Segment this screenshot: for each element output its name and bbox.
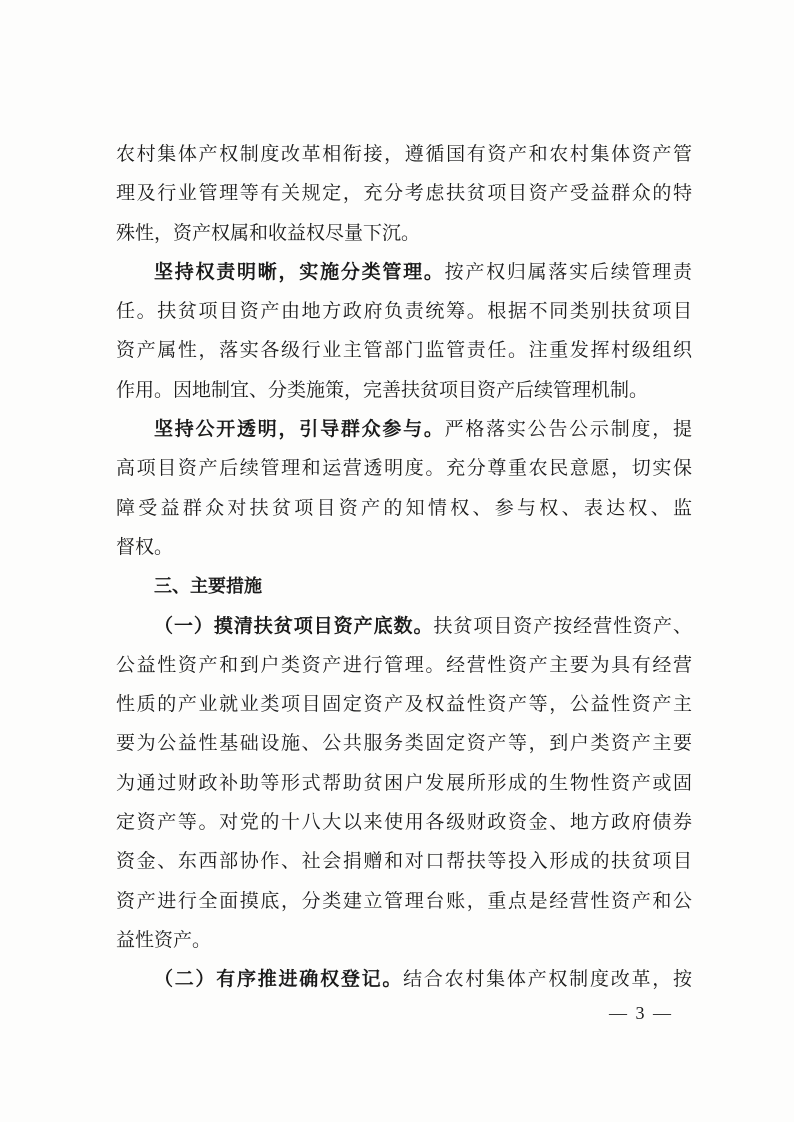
paragraph-lead: 坚持权责明晰，实施分类管理。 (154, 260, 445, 283)
text-line (116, 174, 692, 213)
line-text: 殊性，资产权属和收益权尽量下沉。 (116, 221, 421, 244)
text-line (116, 331, 692, 370)
line-text: 障受益群众对扶贫项目资产的知情权、参与权、表达权、监 (116, 496, 692, 519)
line-text: 资产属性，落实各级行业主管部门监管责任。注重发挥村级组织 (116, 339, 692, 362)
line-text: 公益性资产和到户类资产进行管理。经营性资产主要为具有经营 (116, 653, 692, 676)
text-line (116, 528, 692, 567)
text-line (116, 371, 692, 410)
text-line (116, 292, 692, 331)
line-text: 结合农村集体产权制度改革，按 (403, 968, 692, 991)
line-text: 督权。 (116, 535, 174, 558)
line-text: 益性资产。 (116, 928, 212, 951)
line-text: 农村集体产权制度改革相衔接，遵循国有资产和农村集体资产管 (116, 143, 692, 165)
text-line (116, 724, 692, 763)
paragraph-lead: （一）摸清扶贫项目资产底数。 (154, 614, 434, 637)
line-text: 作用。因地制宜、分类施策，完善扶贫项目资产后续管理机制。 (116, 378, 649, 401)
text-line (116, 685, 692, 724)
text-line (116, 921, 692, 960)
line-text: 高项目资产后续管理和运营透明度。充分尊重农民意愿，切实保 (116, 457, 692, 480)
text-line (116, 882, 692, 921)
text-line (116, 489, 692, 528)
paragraph-start-line (116, 410, 692, 449)
line-text: 扶贫项目资产按经营性资产、 (433, 614, 692, 637)
line-text: 理及行业管理等有关规定，充分考虑扶贫项目资产受益群众的特 (116, 182, 692, 205)
paragraph-start-line (116, 960, 692, 999)
line-text: 性质的产业就业类项目固定资产及权益性资产等，公益性资产主 (116, 693, 692, 716)
line-text: 资产进行全面摸底，分类建立管理台账，重点是经营性资产和公 (116, 889, 692, 912)
line-text: 资金、东西部协作、社会捐赠和对口帮扶等投入形成的扶贫项目 (116, 850, 692, 873)
section-heading-text: 三、主要措施 (154, 576, 262, 598)
paragraph-lead: （二）有序推进确权登记。 (154, 968, 404, 991)
line-text: 定资产等。对党的十八大以来使用各级财政资金、地方政府债券 (116, 811, 692, 834)
paragraph-lead: 坚持公开透明，引导群众参与。 (154, 418, 445, 441)
line-text: 为通过财政补助等形式帮助贫困户发展所形成的生物性资产或固 (116, 771, 692, 794)
section-heading (116, 567, 692, 606)
text-line (116, 449, 692, 488)
text-line (116, 214, 692, 253)
text-line (116, 135, 692, 174)
line-text: 要为公益性基础设施、公共服务类固定资产等，到户类资产主要 (116, 732, 692, 755)
line-text: 任。扶贫项目资产由地方政府负责统筹。根据不同类别扶贫项目 (116, 300, 692, 323)
paragraph-start-line (116, 253, 692, 292)
text-line (116, 842, 692, 881)
text-line (116, 646, 692, 685)
paragraph-start-line (116, 607, 692, 646)
page-number: — 3 — (609, 1003, 673, 1023)
line-text: 按产权归属落实后续管理责 (444, 260, 692, 283)
text-line (116, 764, 692, 803)
text-line (116, 803, 692, 842)
line-text: 严格落实公告公示制度，提 (444, 418, 692, 441)
document-body (116, 135, 692, 1000)
